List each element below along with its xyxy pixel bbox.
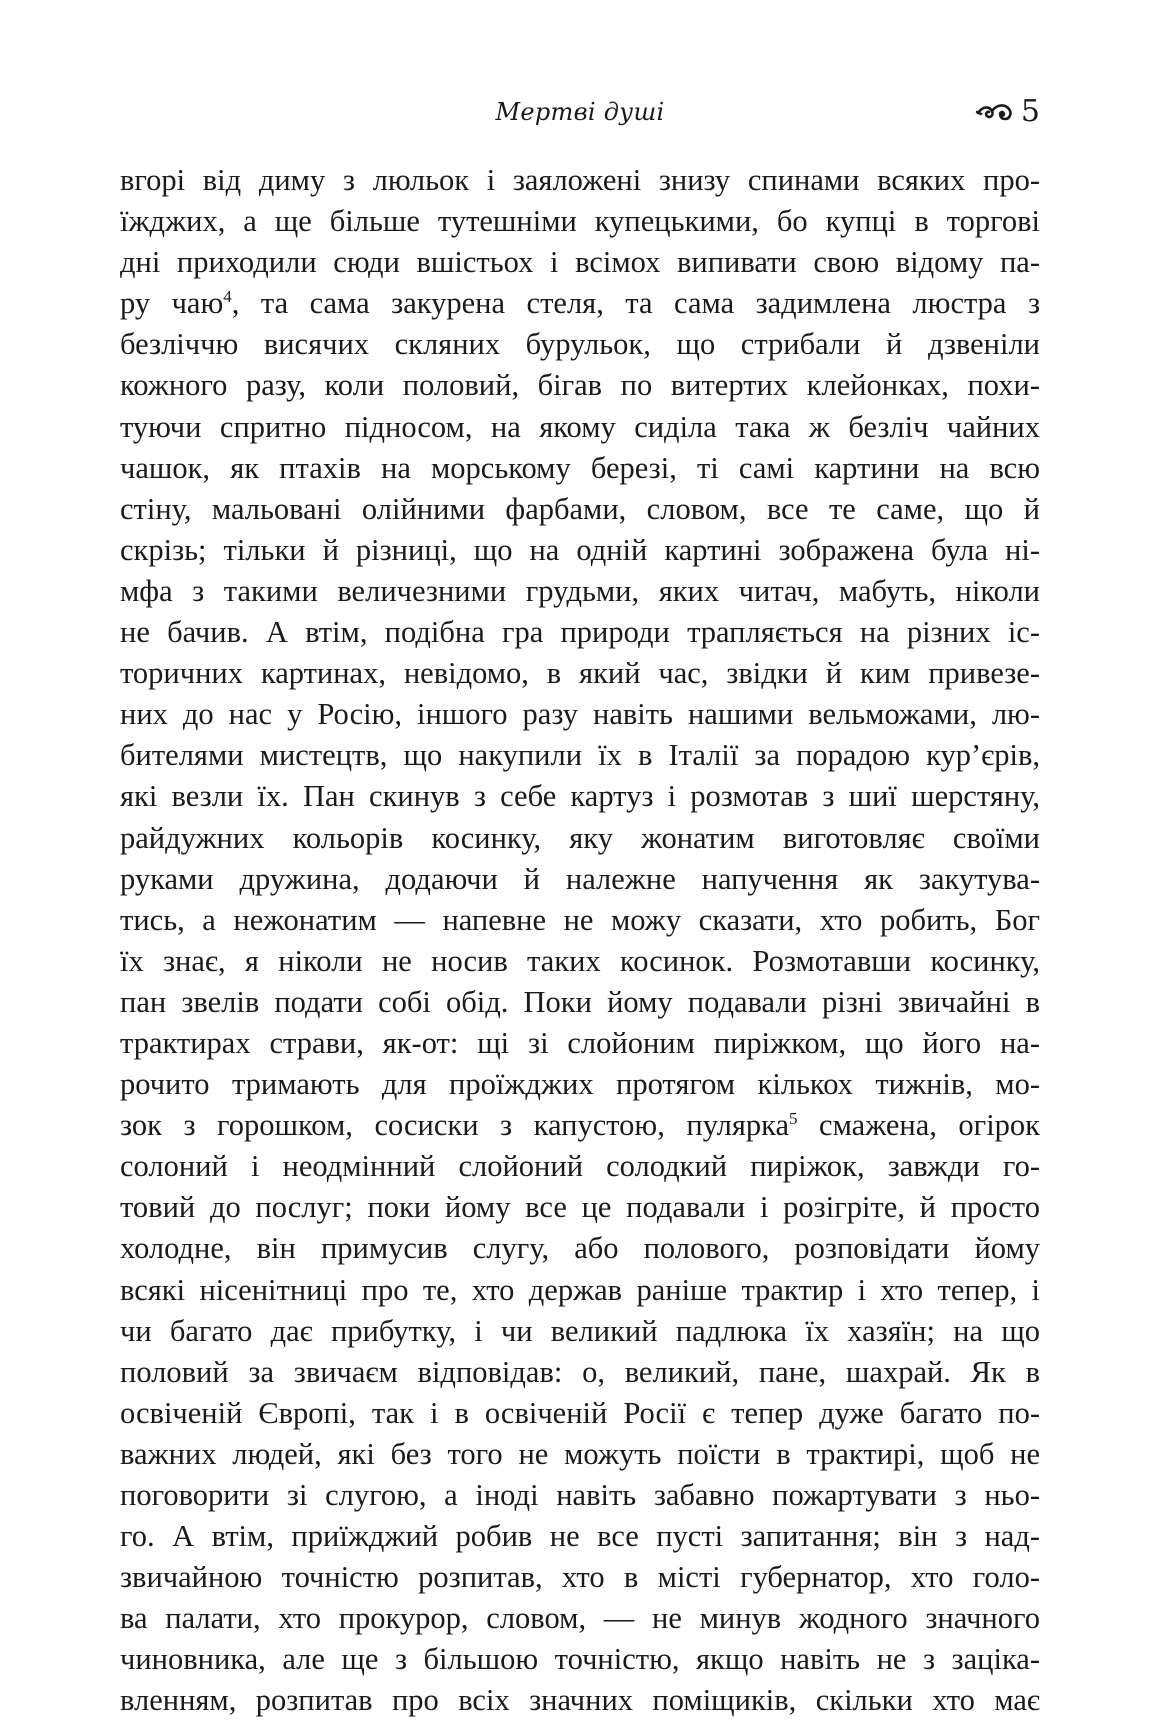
text-segment: смажена, огірок: [797, 1108, 1040, 1143]
text-line: вгорі від диму з люльок і заяложені знизу спинами всяких про-: [120, 163, 1040, 197]
text-line: поговорити зі слугою, а іноді навіть забавно пожартувати з ньо-: [120, 1478, 1040, 1512]
text-line: мфа з такими величезними грудьми, яких читач, мабуть, ніколи: [120, 573, 1040, 608]
running-title: Мертві душі: [495, 98, 665, 126]
footnote-marker: 5: [789, 1109, 798, 1128]
text-line: дні приходили сюди вшістьох і всімох випивати свою відому па-: [120, 245, 1040, 280]
text-line: рочито тримають для проїжджих протягом кількох тижнів, мо-: [120, 1067, 1040, 1102]
text-line: їжджих, а ще більше тутешніми купецькими, бо купці в торгові: [120, 204, 1040, 239]
fleuron-icon: [975, 100, 1015, 124]
text-line: [120, 283, 1040, 324]
body-text: [120, 160, 1040, 1722]
text-line: які везли їх. Пан скинув з себе картуз і розмотав з шиї шерстяну,: [120, 779, 1040, 814]
text-line: руками дружина, додаючи й належне напучення як закутува-: [120, 861, 1040, 896]
text-line: туючи спритно підносом, на якому сиділа така ж безліч чайних: [120, 409, 1040, 444]
text-line: трактирах страви, як-от: щі зі слойоним пиріжком, що його на-: [120, 1025, 1040, 1060]
text-line: освіченій Європі, так і в освіченій Росії є тепер дуже багато по-: [120, 1395, 1040, 1430]
text-line: скрізь; тільки й різниці, що на одній картині зображена була ні-: [120, 532, 1040, 567]
footnote-marker: 4: [223, 287, 232, 307]
text-line: половий за звичаєм відповідав: о, великий, пане, шахрай. Як в: [120, 1354, 1040, 1389]
text-line: [120, 1105, 1040, 1146]
text-segment: ру чаю: [120, 286, 224, 321]
running-head: [120, 90, 1040, 134]
text-line: товий до послуг; поки йому все це подавали і розігріте, й просто: [120, 1190, 1040, 1225]
text-line: тись, а нежонатим — напевне не можу сказати, хто робить, Бог: [120, 902, 1040, 937]
text-segment: зок з горошком, сосиски з капустою, пулярка: [120, 1108, 789, 1143]
text-line: чашок, як птахів на морському березі, ті самі картини на всю: [120, 450, 1040, 485]
text-line: важних людей, які без того не можуть поїсти в трактирі, щоб не: [120, 1436, 1040, 1471]
text-line: ва палати, хто прокурор, словом, — не минув жодного значного: [120, 1601, 1040, 1636]
text-line: холодне, він примусив слугу, або полового, розповідати йому: [120, 1231, 1040, 1266]
folio: [975, 90, 1040, 134]
text-line: їх знає, я ніколи не носив таких косинок. Розмотавши косинку,: [120, 943, 1040, 978]
text-segment: , та сама закурена стеля, та сама задимлена люстра з: [231, 286, 1040, 321]
text-line: райдужних кольорів косинку, яку жонатим виготовляє своїми: [120, 820, 1040, 855]
page-number: 5: [1020, 94, 1040, 129]
text-line: чи багато дає прибутку, і чи великий падлюка їх хазяїн; на що: [120, 1313, 1040, 1348]
text-line: не бачив. А втім, подібна гра природи трапляється на різних іс-: [120, 615, 1040, 650]
text-line: кожного разу, коли половий, бігав по витертих клейонках, похи-: [120, 368, 1040, 403]
text-line: звичайною точністю розпитав, хто в місті губернатор, хто голо-: [120, 1560, 1040, 1595]
text-line: стіну, мальовані олійними фарбами, словом, все те саме, що й: [120, 491, 1040, 526]
text-line: бителями мистецтв, що накупили їх в Італії за порадою кур’єрів,: [120, 738, 1040, 773]
text-line: них до нас у Росію, іншого разу навіть нашими вельможами, лю-: [120, 697, 1040, 732]
text-line: солоний і неодмінний слойоний солодкий пиріжок, завжди го-: [120, 1149, 1040, 1184]
text-line: чиновника, але ще з більшою точністю, якщо навіть не з заціка-: [120, 1642, 1040, 1677]
text-line: пан звелів подати собі обід. Поки йому подавали різні звичайні в: [120, 984, 1040, 1019]
text-line: всякі нісенітниці про те, хто держав раніше трактир і хто тепер, і: [120, 1272, 1040, 1307]
text-line: безліччю висячих скляних бурульок, що стрибали й дзвеніли: [120, 327, 1040, 362]
text-line: вленням, розпитав про всіх значних поміщиків, скільки хто має: [120, 1683, 1040, 1718]
text-line: го. А втім, приїжджий робив не все пусті запитання; він з над-: [120, 1519, 1040, 1554]
text-line: торичних картинах, невідомо, в який час, звідки й ким привезе-: [120, 656, 1040, 691]
